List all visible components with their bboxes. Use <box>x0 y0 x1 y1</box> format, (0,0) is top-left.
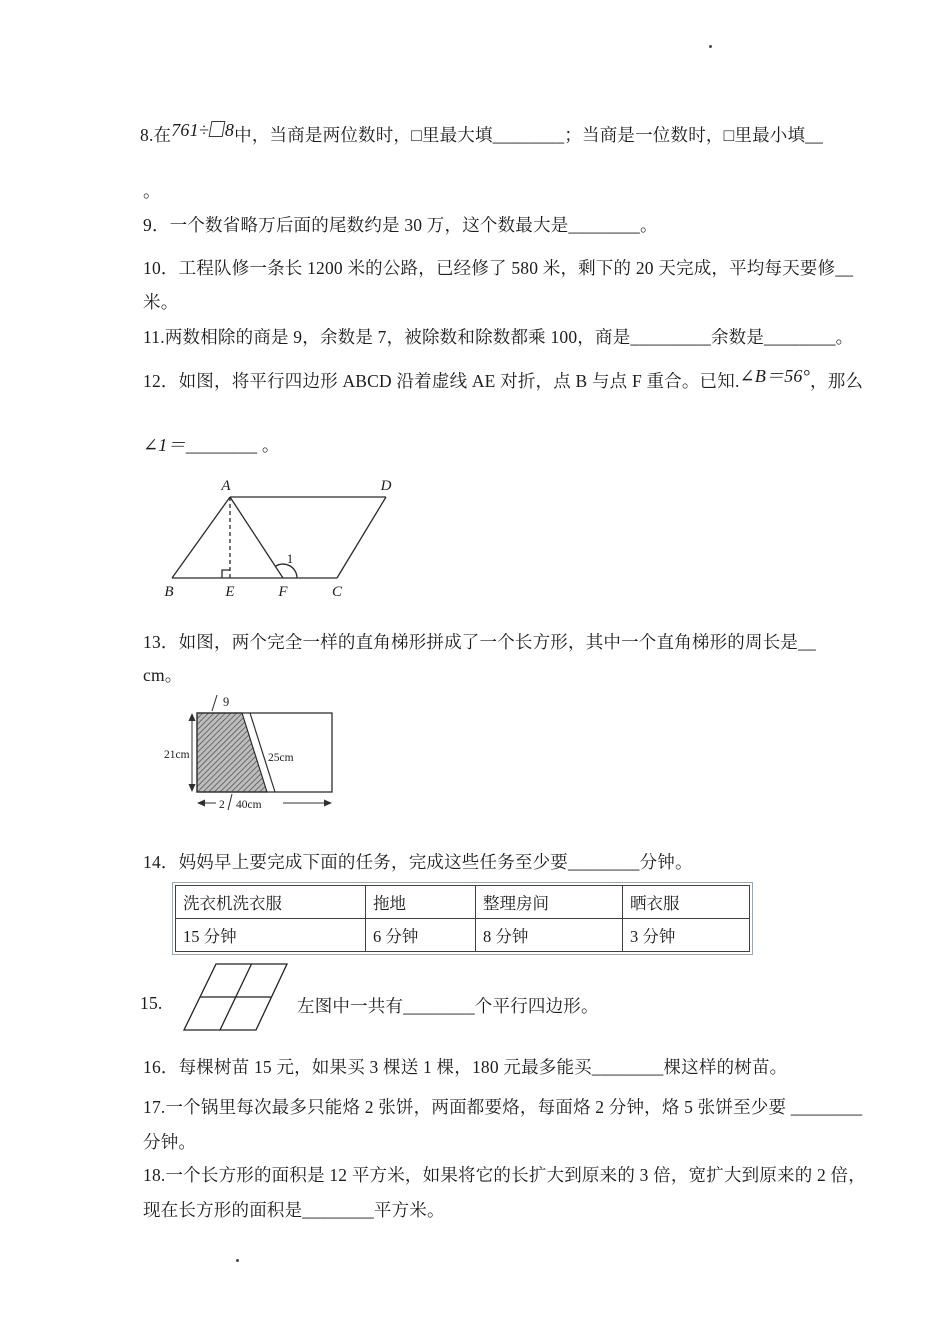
q12-text-pre: 12．如图，将平行四边形 ABCD 沿着虚线 AE 对折，点 B 与点 F 重合。已知. <box>143 371 740 391</box>
angle-1-label: 1 <box>286 551 294 566</box>
figure-parallelogram-grid <box>181 961 293 1035</box>
question-10-line-2: 米。 <box>143 292 179 312</box>
q12-text-post: ，那么 <box>810 371 864 391</box>
fold-edge-af <box>230 497 283 578</box>
top-tick <box>212 695 217 711</box>
value-cell-washing: 15 分钟 <box>176 919 366 952</box>
question-17-line-1: 17.一个锅里每次最多只能烙 2 张饼，两面都要烙，每面烙 2 分钟，烙 5 张饼至少要 ________ <box>143 1097 863 1117</box>
question-15-number: 15. <box>140 993 163 1013</box>
question-14: 14．妈妈早上要完成下面的任务，完成这些任务至少要________分钟。 <box>143 852 693 872</box>
q8-formula-digit: 8 <box>224 120 235 140</box>
question-12-line-1 <box>143 367 863 393</box>
figure-parallelogram-fold <box>158 474 408 604</box>
header-cell-drying: 晒衣服 <box>623 886 750 919</box>
point-label-a: A <box>221 478 231 494</box>
height-label: 21cm <box>164 749 190 761</box>
arrowhead-up <box>189 713 196 721</box>
shaded-trapezoid <box>197 713 267 792</box>
arrowhead-down <box>189 784 196 792</box>
parallelogram-outline <box>172 497 386 578</box>
bottom-width-label: 40cm <box>236 799 262 811</box>
point-label-d: D <box>380 478 392 494</box>
q12-answer-blank: ________ <box>185 435 258 455</box>
arrowhead-right <box>324 800 332 807</box>
q12-angle-1-formula: ∠1＝ <box>143 435 186 455</box>
missing-digit-box <box>209 121 226 137</box>
question-11: 11.两数相除的商是 9，余数是 7，被除数和除数都乘 100，商是_________余数是________。 <box>143 327 854 347</box>
bottom-mark-label: 2 <box>219 799 225 811</box>
question-13-line-1: 13．如图，两个完全一样的直角梯形拼成了一个长方形，其中一个直角梯形的周长是__ <box>143 632 816 652</box>
header-cell-tidying: 整理房间 <box>476 886 623 919</box>
question-18-line-1: 18.一个长方形的面积是 12 平方米，如果将它的长扩大到原来的 3 倍，宽扩大到原来的 2 倍， <box>143 1165 866 1185</box>
task-table <box>172 882 753 955</box>
table-header-row <box>176 886 750 919</box>
question-8-line-2: 。 <box>143 181 161 201</box>
question-15-text: 左图中一共有________个平行四边形。 <box>297 996 599 1016</box>
slant-label: 25cm <box>268 752 294 764</box>
q12-angle-b-formula: ∠B＝56° <box>739 366 811 386</box>
stray-dot-bottom <box>236 1259 239 1262</box>
q8-text-post: 中，当商是两位数时，□里最大填________；当商是一位数时，□里最小填__ <box>234 125 824 145</box>
question-16: 16．每棵树苗 15 元，如果买 3 棵送 1 棵，180 元最多能买________棵这样的树苗。 <box>143 1057 788 1077</box>
q12-line-end: 。 <box>257 435 280 455</box>
right-angle-mark <box>222 570 230 578</box>
point-label-f: F <box>278 584 288 600</box>
stray-dot-top <box>709 45 712 48</box>
point-label-c: C <box>331 584 343 600</box>
top-width-label: 9 <box>223 695 230 709</box>
figure-trapezoid-rectangle <box>163 690 348 825</box>
point-label-b: B <box>164 584 174 600</box>
q8-formula-number: 761÷ <box>171 120 209 140</box>
q8-text-pre: 8.在 <box>140 125 172 145</box>
value-cell-mopping: 6 分钟 <box>366 919 476 952</box>
arrowhead-left <box>197 800 205 807</box>
question-9: 9．一个数省略万后面的尾数约是 30 万，这个数最大是________。 <box>143 215 658 235</box>
question-12-line-2 <box>143 431 280 457</box>
value-cell-drying: 3 分钟 <box>623 919 750 952</box>
question-13-line-2: cm。 <box>143 665 183 685</box>
point-label-e: E <box>225 584 235 600</box>
q8-division-formula <box>171 120 234 141</box>
question-10-line-1: 10．工程队修一条长 1200 米的公路，已经修了 580 米，剩下的 20 天完成，平均每天要修__ <box>143 258 854 278</box>
question-17-line-2: 分钟。 <box>143 1132 197 1152</box>
header-cell-mopping: 拖地 <box>366 886 476 919</box>
value-cell-tidying: 8 分钟 <box>476 919 623 952</box>
table-value-row <box>176 919 750 952</box>
question-18-line-2: 现在长方形的面积是________平方米。 <box>143 1200 445 1220</box>
header-cell-washing: 洗衣机洗衣服 <box>176 886 366 919</box>
question-8-line-1 <box>140 122 823 147</box>
